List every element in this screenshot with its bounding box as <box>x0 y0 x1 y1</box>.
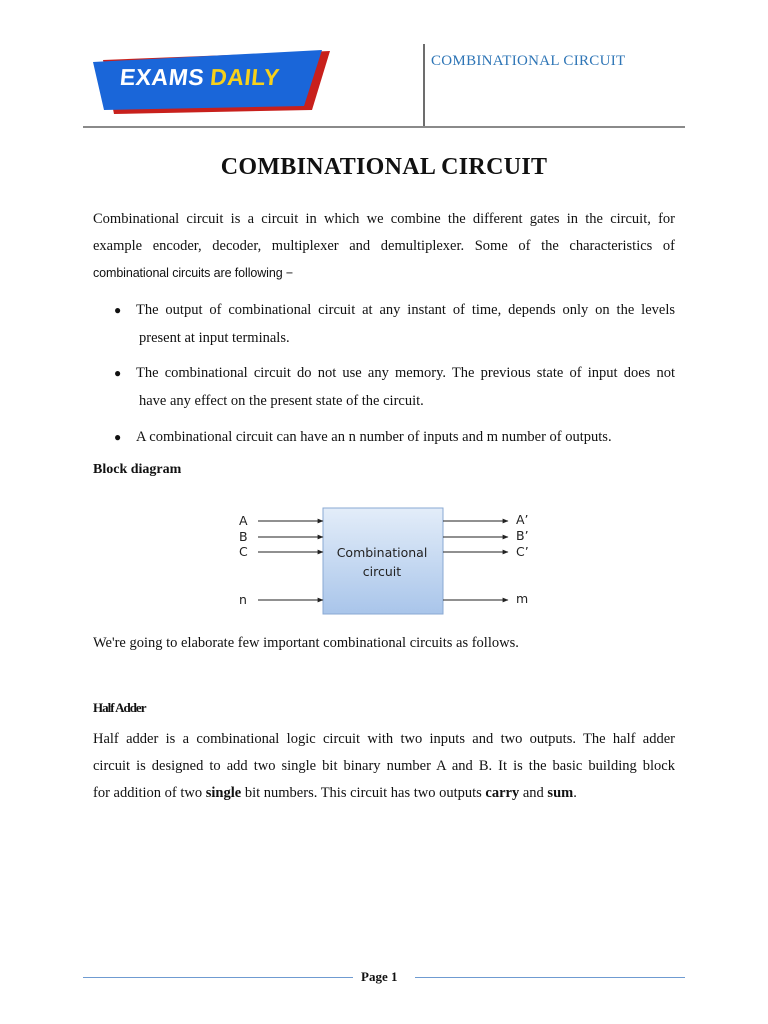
bullet-2-line-2: have any effect on the present state of the circuit. <box>139 393 424 409</box>
output-label-m: m <box>516 591 529 606</box>
bullet-dot-icon: ● <box>114 430 122 444</box>
box-label-line-2: circuit <box>362 564 402 579</box>
output-label-b: B’ <box>516 528 529 543</box>
line3-text-d: . <box>573 785 577 801</box>
bold-single: single <box>205 785 242 801</box>
input-label-b: B <box>239 529 248 544</box>
logo-word-daily: DAILY <box>208 64 282 90</box>
half-adder-line-3 <box>93 780 675 807</box>
bullet-1-line-2: present at input terminals. <box>139 330 290 346</box>
transition-paragraph <box>93 630 675 657</box>
bullet-dot-icon: ● <box>114 303 122 317</box>
intro-line-3: combinational circuits are following − <box>93 266 294 280</box>
output-label-a: A’ <box>516 512 529 527</box>
bullet-2-line-1: The combinational circuit do not use any memory. The previous state of input does not <box>136 365 675 381</box>
half-adder-line-2: circuit is designed to add two single bit binary number A and B. It is the basic building block <box>93 758 675 774</box>
bold-carry: carry <box>485 785 520 801</box>
intro-line-2: example encoder, decoder, multiplexer and demultiplexer. Some of the characteristics of <box>93 238 675 254</box>
combinational-circuit-box <box>323 508 443 614</box>
box-label-line-1: Combinational <box>336 545 428 560</box>
line3-text-a: for addition of two <box>93 785 206 801</box>
half-adder-line-1: Half adder is a combinational logic circuit with two inputs and two outputs. The half adder <box>93 731 675 747</box>
block-diagram-heading: Block diagram <box>93 462 182 477</box>
logo-word-exams: EXAMS <box>118 64 206 90</box>
bullet-1-line-1: The output of combinational circuit at any instant of time, depends only on the levels <box>136 302 675 318</box>
bullet-dot-icon: ● <box>114 366 122 380</box>
half-adder-heading: Half Adder <box>93 700 146 715</box>
line3-text-b: bit numbers. This circuit has two outputs <box>241 785 486 801</box>
footer-line-right <box>415 977 685 978</box>
footer-line-left <box>83 977 353 978</box>
intro-line-1: Combinational circuit is a circuit in which we combine the different gates in the circuit, for <box>93 211 675 227</box>
page-title: COMBINATIONAL CIRCUIT <box>220 154 548 180</box>
output-label-c: C’ <box>516 544 529 559</box>
bullet-3-line-1: A combinational circuit can have an n number of inputs and m number of outputs. <box>136 429 612 445</box>
bold-sum: sum <box>547 785 574 801</box>
page-number: Page 1 <box>361 969 398 984</box>
input-label-a: A <box>239 513 248 528</box>
line3-text-c: and <box>519 785 548 801</box>
header-title: COMBINATIONAL CIRCUIT <box>431 53 626 69</box>
input-label-n: n <box>239 592 247 607</box>
transition-line: We're going to elaborate few important combinational circuits as follows. <box>93 635 519 651</box>
input-label-c: C <box>239 544 248 559</box>
half-adder-paragraph <box>93 726 675 807</box>
